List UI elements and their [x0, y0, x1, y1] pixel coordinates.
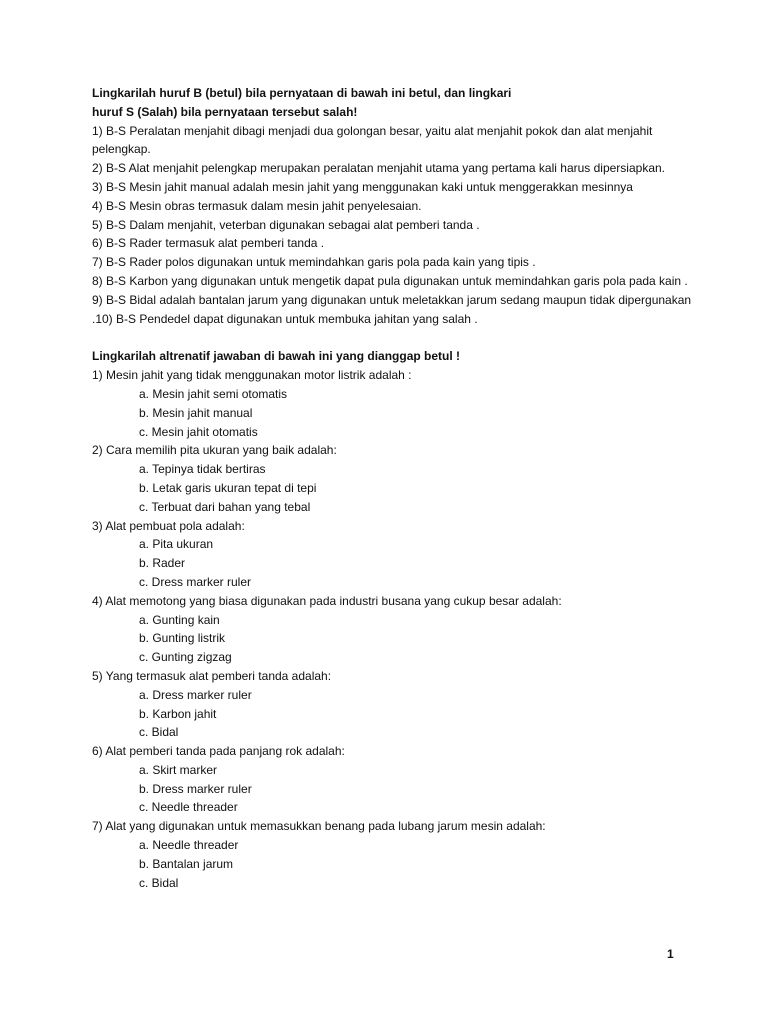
true-false-item: 7) B-S Rader polos digunakan untuk memindahkan garis pola pada kain yang tipis .	[92, 255, 536, 270]
true-false-item: pelengkap.	[92, 142, 151, 157]
answer-option: b. Karbon jahit	[139, 706, 217, 721]
answer-option: a. Mesin jahit semi otomatis	[139, 386, 288, 401]
true-false-item: 2) B-S Alat menjahit pelengkap merupakan peralatan menjahit utama yang pertama kali harus dipersiapkan.	[92, 161, 665, 176]
multiple-choice-list	[92, 366, 692, 892]
true-false-item: 8) B-S Karbon yang digunakan untuk mengetik dapat pula digunakan untuk memindahkan garis pola pada kain .	[92, 273, 688, 288]
question-block	[92, 742, 692, 817]
answer-option: c. Bidal	[139, 725, 179, 740]
question-block	[92, 517, 692, 592]
section1-instruction-line2: huruf S (Salah) bila pernyataan tersebut salah!	[92, 104, 358, 119]
answer-option: b. Dress marker ruler	[139, 781, 252, 796]
true-false-item: 1) B-S Peralatan menjahit dibagi menjadi dua golongan besar, yaitu alat menjahit pokok dan alat menjahit	[92, 123, 653, 138]
question-block	[92, 667, 692, 742]
answer-option: b. Gunting listrik	[139, 631, 226, 646]
true-false-item: 6) B-S Rader termasuk alat pemberi tanda .	[92, 236, 325, 251]
true-false-item: .10) B-S Pendedel dapat digunakan untuk membuka jahitan yang salah .	[92, 311, 478, 326]
question-block	[92, 592, 692, 667]
question-text: 7) Alat yang digunakan untuk memasukkan benang pada lubang jarum mesin adalah:	[92, 819, 546, 834]
page-number: 1	[667, 947, 674, 961]
question-text: 3) Alat pembuat pola adalah:	[92, 518, 245, 533]
question-block	[92, 366, 692, 441]
answer-option: b. Letak garis ukuran tepat di tepi	[139, 480, 317, 495]
true-false-list	[92, 122, 692, 329]
answer-option: a. Gunting kain	[139, 612, 220, 627]
question-text: 2) Cara memilih pita ukuran yang baik adalah:	[92, 443, 337, 458]
true-false-item: 3) B-S Mesin jahit manual adalah mesin jahit yang menggunakan kaki untuk menggerakkan mesinnya	[92, 179, 633, 194]
section-spacer	[92, 328, 692, 347]
question-text: 5) Yang termasuk alat pemberi tanda adalah:	[92, 668, 332, 683]
true-false-item: 9) B-S Bidal adalah bantalan jarum yang digunakan untuk meletakkan jarum sedang maupun tidak dipergunakan	[92, 292, 692, 307]
answer-option: c. Dress marker ruler	[139, 574, 252, 589]
question-block	[92, 441, 692, 516]
question-block	[92, 817, 692, 892]
answer-option: c. Needle threader	[139, 800, 238, 815]
answer-option: a. Dress marker ruler	[139, 687, 252, 702]
answer-option: a. Pita ukuran	[139, 537, 214, 552]
answer-option: c. Terbuat dari bahan yang tebal	[139, 499, 311, 514]
answer-option: b. Bantalan jarum	[139, 856, 234, 871]
answer-option: c. Bidal	[139, 875, 179, 890]
answer-option: b. Mesin jahit manual	[139, 405, 253, 420]
question-text: 1) Mesin jahit yang tidak menggunakan motor listrik adalah :	[92, 368, 412, 383]
section1-instruction-line1: Lingkarilah huruf B (betul) bila pernyataan di bawah ini betul, dan lingkari	[92, 86, 512, 100]
answer-option: b. Rader	[139, 556, 186, 571]
question-text: 6) Alat pemberi tanda pada panjang rok adalah:	[92, 744, 345, 759]
true-false-item: 4) B-S Mesin obras termasuk dalam mesin jahit penyelesaian.	[92, 198, 422, 213]
answer-option: a. Tepinya tidak bertiras	[139, 462, 266, 477]
answer-option: a. Skirt marker	[139, 762, 218, 777]
true-false-item: 5) B-S Dalam menjahit, veterban digunakan sebagai alat pemberi tanda .	[92, 217, 480, 232]
answer-option: c. Mesin jahit otomatis	[139, 424, 258, 439]
answer-option: a. Needle threader	[139, 838, 239, 853]
answer-option: c. Gunting zigzag	[139, 650, 232, 665]
document-body	[92, 84, 692, 892]
question-text: 4) Alat memotong yang biasa digunakan pada industri busana yang cukup besar adalah:	[92, 593, 562, 608]
section2-instruction: Lingkarilah altrenatif jawaban di bawah ini yang dianggap betul !	[92, 349, 461, 364]
